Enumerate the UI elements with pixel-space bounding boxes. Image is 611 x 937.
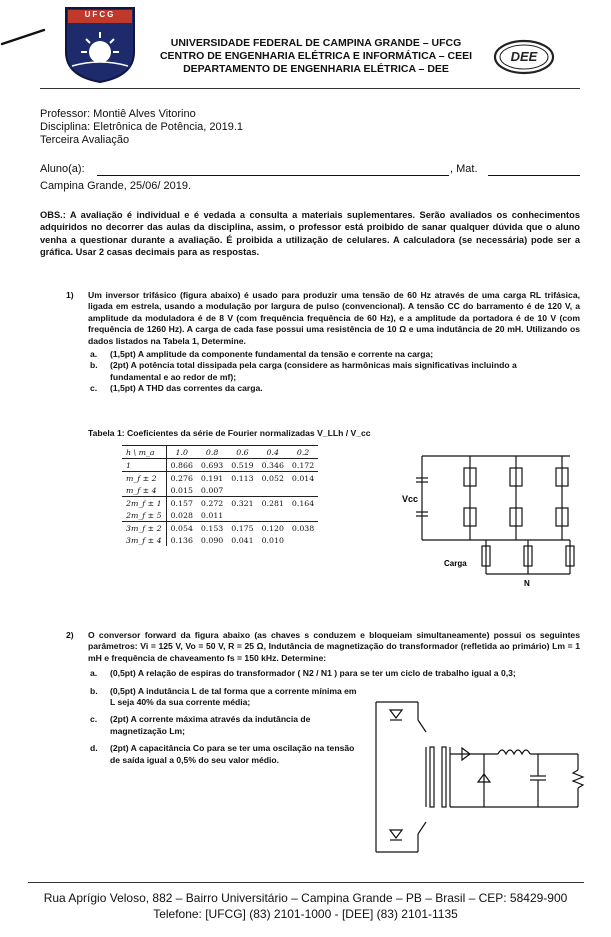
table-cell: 0.153 [197,522,227,535]
table-cell: 0.011 [200,510,224,520]
table-cell: 0.015 [170,485,193,495]
table-cell: 0.038 [288,522,318,535]
table-cell: 0.157 [166,497,197,510]
question-1-text: Um inversor trifásico (figura abaixo) é usado para produzir uma tensão de 60 Hz através de uma carga RL trifásica, ligada em estrela, usando a modulação por largura de pulso (convencional). A tensão CC do barramento é de 120 V, a amplitude da moduladora é de 8 V (com frequência frequência de 60 Hz), e a amplitude da portadora é de 10 V (com frequência de 1260 Hz). A carga de cada fase possui uma resistência de 10 Ω e uma indutância de 20 mH. Utilizando os dados listados na Tabela 1, Determine. [88,290,580,346]
three-phase-inverter-diagram [400,448,590,588]
footer-phones: Telefone: [UFCG] (83) 2101-1000 - [DEE] (83) 2101-1135 [153,907,458,921]
table-cell: 0.052 [258,472,288,485]
table-cell: 0.272 [197,497,227,510]
student-label: Aluno(a): [40,163,85,175]
mat-label: , Mat. [450,163,478,175]
table-cell [258,484,288,497]
footer [10,890,601,922]
header-line-2: CENTRO DE ENGENHARIA ELÉTRICA E INFORMÁTICA – CEEI [159,50,473,62]
table-cell: 0.866 [170,460,193,470]
table-row-harmonic: 3m_f ± 2 [122,522,166,535]
table-cell: 0.028 [170,510,193,520]
forward-converter-diagram [358,692,590,862]
footer-address: Rua Aprígio Veloso, 882 – Bairro Universitário – Campina Grande – PB – Brasil – CEP: 58429-900 [43,891,568,905]
header-divider [40,88,580,89]
ufcg-logo-text: UFCG [84,10,116,19]
professor-line: Professor: Montiê Alves Vitorino [40,108,196,120]
table-header-row: h \ m_a 1.0 0.8 0.6 0.4 0.2 [122,446,318,459]
table-cell [227,509,257,522]
discipline-line: Disciplina: Eletrônica de Potência, 2019.1 [40,121,244,133]
table-cell: 0.172 [291,460,315,470]
table-row [122,522,318,535]
header-line-3: DEPARTAMENTO DE ENGENHARIA ELÉTRICA – DEE [183,63,449,75]
table-row [122,484,318,497]
student-line [40,163,580,179]
load-label: Carga [444,559,467,568]
table-cell: 0.321 [227,497,257,510]
question-1-item-a: a. (1,5pt) A amplitude da componente fundamental da tensão e corrente na carga; [90,349,434,360]
table-cell: 0.007 [200,485,224,495]
table-row [122,509,318,522]
table-row [122,472,318,485]
table-cell: 0.054 [166,522,197,535]
table-row [122,534,318,546]
table-cell: 0.090 [200,535,224,545]
table-cell: 0.136 [170,535,193,545]
table-cell: 0.010 [261,535,284,545]
institution-header [146,37,486,76]
table-cell [227,484,257,497]
header-line-1: UNIVERSIDADE FEDERAL DE CAMPINA GRANDE – UFCG [170,37,462,49]
question-2-item-c: c. (2pt) A corrente máxima através da indutância de magnetização Lm; [90,714,311,736]
question-2-item-b: b. (0,5pt) A indutância L de tal forma que a corrente mínima em L seja 40% da sua corrente média; [90,685,357,708]
table-cell [288,509,318,522]
pen-mark [0,26,48,48]
question-2-text: O conversor forward da figura abaixo (as chaves s conduzem e bloqueiam simultaneamente) possui os seguintes parâmetros: Vi = 125 V, Vo = 50 V, R = 25 Ω, Indutância de magnetização do transformador (refletida ao primário) Lm = 1 mH e frequência de chaveamento fs = 150 kHz. Determine: [88,630,580,663]
table-cell: 0.281 [258,497,288,510]
table-cell [258,509,288,522]
dee-logo-text: DEE [510,49,538,64]
table-cell: 0.164 [288,497,318,510]
table-row-harmonic: 1 [122,459,166,472]
table-cell [288,534,318,546]
table-row-harmonic: m_f ± 2 [122,472,166,485]
table-1-caption: Tabela 1: Coeficientes da série de Fourier normalizadas V_LLh / V_cc [88,428,371,438]
table-cell: 0.519 [231,460,254,470]
ufcg-logo [62,6,138,84]
vcc-label: Vcc [402,494,419,504]
table-row-harmonic: 2m_f ± 5 [122,509,166,522]
table-cell: 0.346 [261,460,284,470]
question-1-number: 1) [66,290,74,300]
question-2-item-a: a. (0,5pt) A relação de espiras do transformador ( N2 / N1 ) para se ter um ciclo de trabalho igual a 0,3; [90,668,516,679]
table-cell: 0.014 [288,472,318,485]
question-2-number: 2) [66,630,74,640]
table-row-harmonic: m_f ± 4 [122,484,166,497]
question-1-item-c: c. (1,5pt) A THD das correntes da carga. [90,383,263,394]
neutral-label: N [524,579,530,588]
exam-info [40,108,580,147]
fourier-table [122,445,318,546]
question-2-item-d: d. (2pt) A capacitância Co para se ter uma oscilação na tensão de saída igual a 0,5% do seu valor médio. [90,743,355,765]
table-row [122,497,318,510]
table-cell: 0.693 [200,460,224,470]
footer-divider [28,882,584,883]
table-cell: 0.120 [258,522,288,535]
table-row [122,459,318,472]
place-date-line: Campina Grande, 25/06/ 2019. [40,180,192,192]
table-row-harmonic: 3m_f ± 4 [122,534,166,546]
dee-logo [493,38,555,76]
table-row-harmonic: 2m_f ± 1 [122,497,166,510]
table-cell: 0.175 [227,522,257,535]
student-name-blank[interactable] [97,175,449,176]
table-cell: 0.191 [197,472,227,485]
obs-paragraph: OBS.: A avaliação é individual e é vedada a consulta a materiais suplementares. Serão avaliados os conhecimentos adquiridos no decorrer das aulas da disciplina, assim, o professor está proibido de sanar qualquer dúvida que o aluno venha a questionar durante a avaliação. É proibida a utilização de celulares. A calculadora (se necessária) pode ser a gráfica. Usar 2 casas decimais para as respostas. [40,210,580,257]
table-cell: 0.113 [227,472,257,485]
table-cell: 0.276 [166,472,197,485]
question-1 [66,290,580,395]
table-cell [288,484,318,497]
mat-blank[interactable] [488,175,580,176]
evaluation-line: Terceira Avaliação [40,134,130,146]
table-cell: 0.041 [231,535,254,545]
question-1-item-b: b. (2pt) A potência total dissipada pela carga (considere as harmônicas mais significativas incluindo a fundamental e ao redor de mf); [90,360,517,382]
